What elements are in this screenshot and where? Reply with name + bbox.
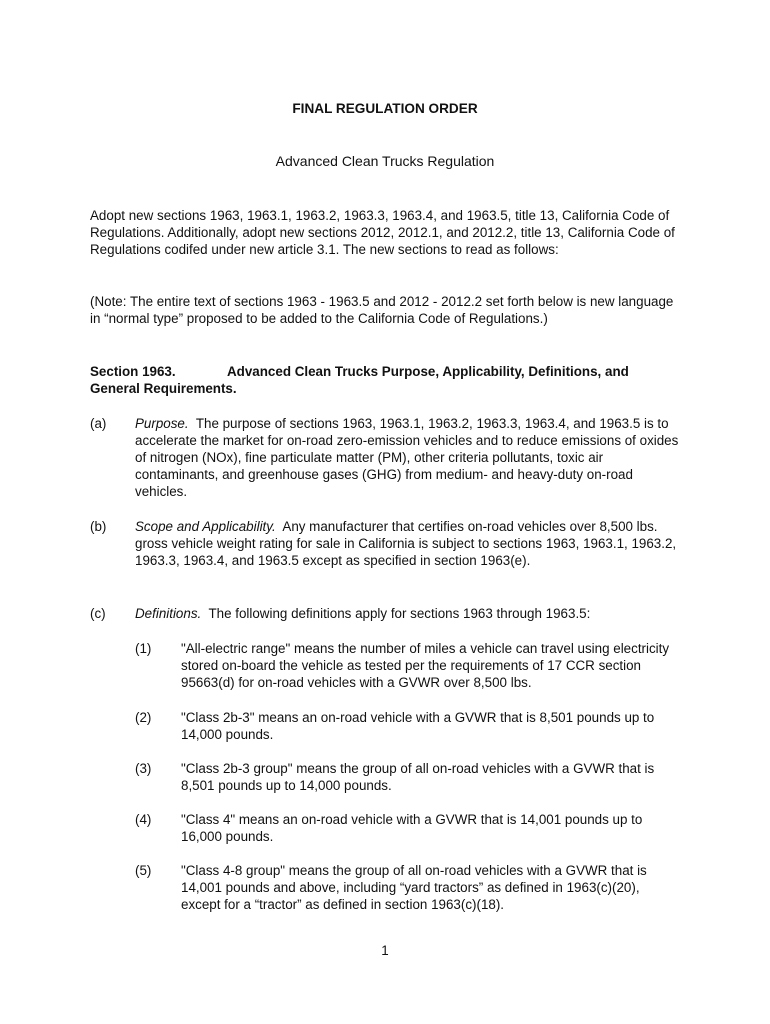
subsection-definitions — [135, 605, 680, 622]
definition-label: (2) — [135, 710, 152, 725]
definition-item: "Class 2b-3 group" means the group of all on-road vehicles with a GVWR that is 8,501 pounds up to 14,000 pounds. — [181, 761, 655, 793]
subsection-text: The purpose of sections 1963, 1963.1, 1963.2, 1963.3, 1963.4, and 1963.5 is to accelerate the market for on-road zero-emission vehicles and to reduce emissions of oxides of nitrogen (NOx), fine particulate matter (PM), other criteria pollutants, toxic air contaminants, and greenhouse gases (GHG) from medium- and heavy-duty on-road vehicles. — [135, 416, 679, 499]
subsection-label: (b) — [90, 519, 107, 534]
subsection-label: (c) — [90, 606, 106, 621]
definition-label: (4) — [135, 812, 152, 827]
definition-item: "Class 4-8 group" means the group of all on-road vehicles with a GVWR that is 14,001 pounds and above, including “yard tractors” as defined in 1963(c)(20), except for a “tractor” as defined in section 1963(c)(18). — [181, 863, 647, 912]
definition-item: "All-electric range" means the number of miles a vehicle can travel using electricity stored on-board the vehicle as tested per the requirements of 17 CCR section 95663(d) for on-road vehicles with a GVWR over 8,500 lbs. — [181, 641, 670, 690]
section-heading — [90, 363, 680, 397]
document-title: FINAL REGULATION ORDER — [292, 101, 478, 116]
subsection-heading: Scope and Applicability. — [135, 519, 276, 534]
page-number: 1 — [381, 943, 389, 958]
subsection-heading: Purpose. — [135, 416, 189, 431]
section-number: Section 1963. — [90, 364, 176, 379]
definition-label: (3) — [135, 761, 152, 776]
subsection-purpose — [135, 415, 680, 500]
document-subtitle: Advanced Clean Trucks Regulation — [275, 153, 495, 169]
note-paragraph: (Note: The entire text of sections 1963 - 1963.5 and 2012 - 2012.2 set forth below is new language in “normal type” proposed to be added to the California Code of Regulations.) — [90, 294, 674, 326]
subsection-scope — [135, 518, 680, 569]
subsection-heading: Definitions. — [135, 606, 202, 621]
subsection-label: (a) — [90, 416, 107, 431]
definition-label: (1) — [135, 641, 152, 656]
subsection-text: The following definitions apply for sections 1963 through 1963.5: — [208, 606, 591, 621]
definition-item: "Class 2b-3" means an on-road vehicle with a GVWR that is 8,501 pounds up to 14,000 pounds. — [181, 710, 655, 742]
intro-paragraph: Adopt new sections 1963, 1963.1, 1963.2, 1963.3, 1963.4, and 1963.5, title 13, California Code of Regulations. Additionally, adopt new sections 2012, 2012.1, and 2012.2, title 13, California Code of Regulations codifed under new article 3.1. The new sections to read as follows: — [90, 208, 675, 257]
section-title: Advanced Clean Trucks Purpose, Applicability, Definitions, and General Requirements. — [90, 364, 629, 396]
definition-label: (5) — [135, 863, 152, 878]
definition-item: "Class 4" means an on-road vehicle with a GVWR that is 14,001 pounds up to 16,000 pounds. — [181, 812, 643, 844]
subsection-text: Any manufacturer that certifies on-road vehicles over 8,500 lbs. gross vehicle weight rating for sale in California is subject to sections 1963, 1963.1, 1963.2, 1963.3, 1963.4, and 1963.5 except as specified in section 1963(e). — [135, 519, 677, 568]
